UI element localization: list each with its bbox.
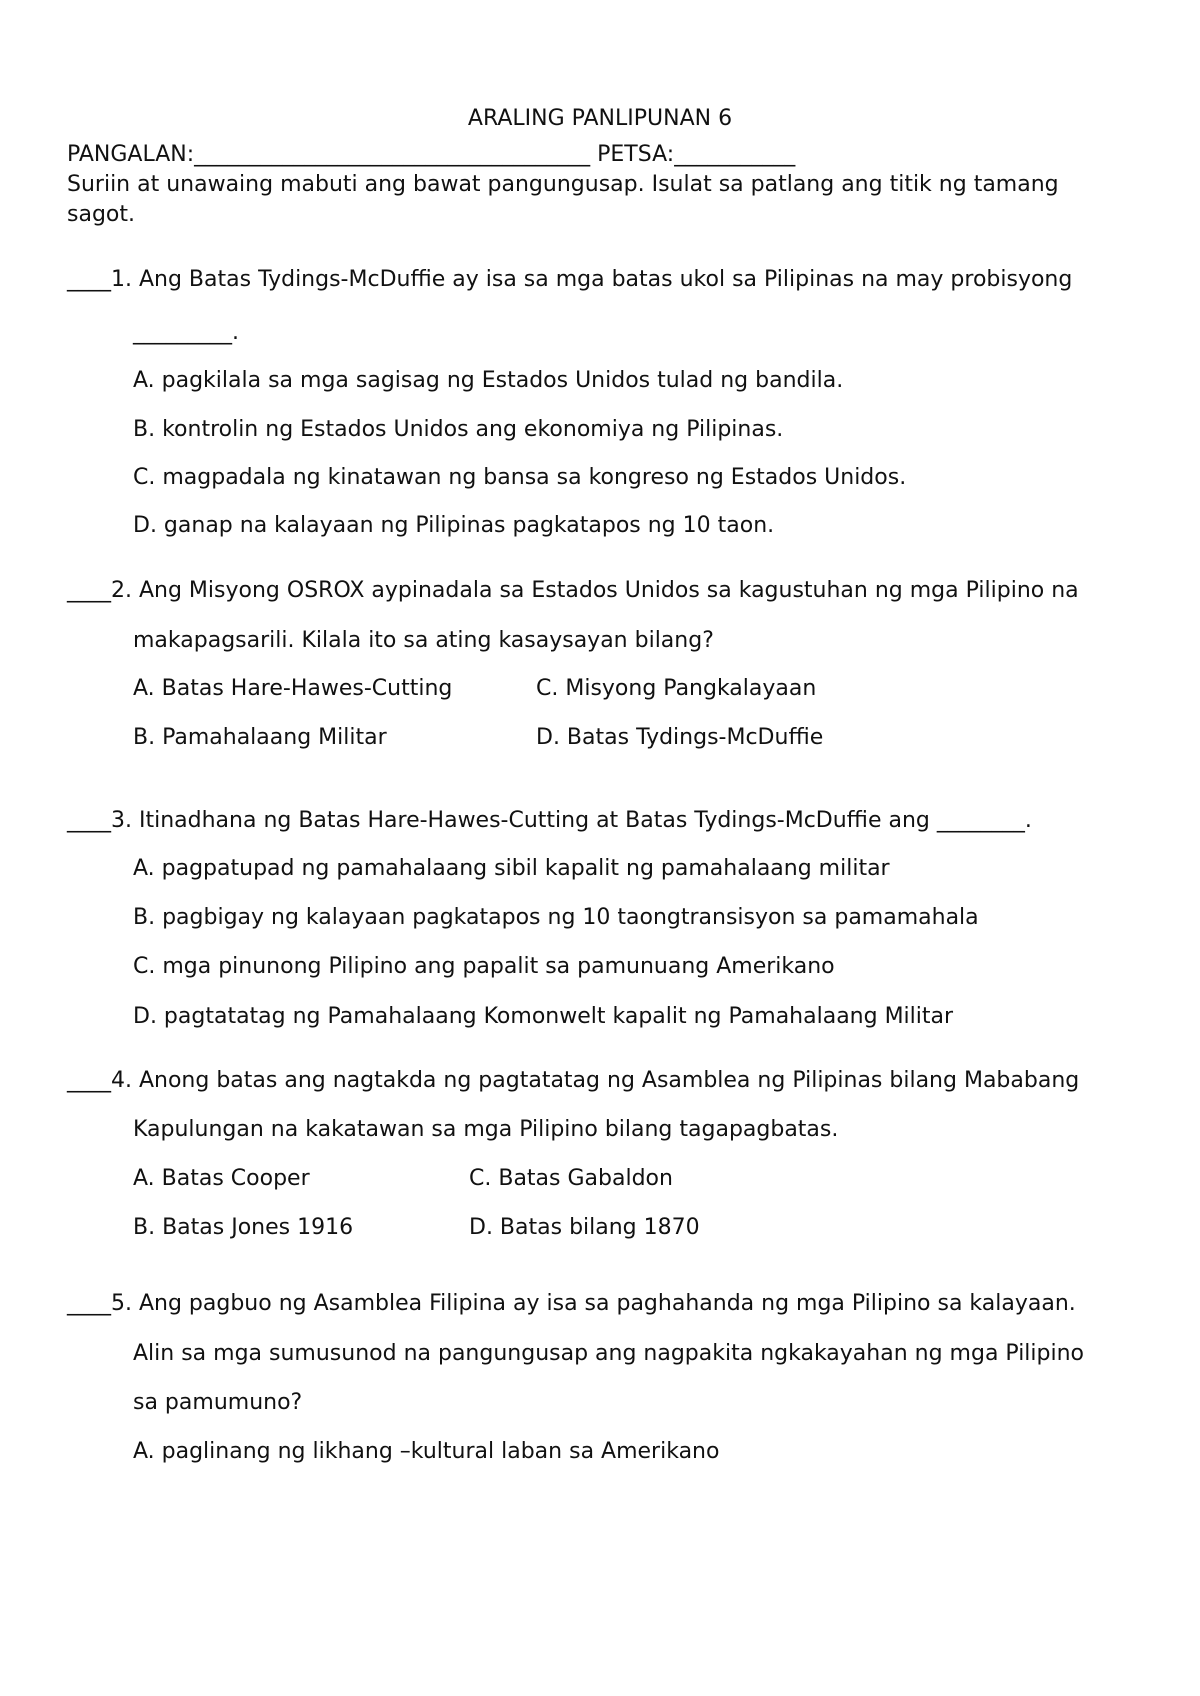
question-stem: ____5. Ang pagbuo ng Asamblea Filipina ay isa sa paghahanda ng mga Pilipino sa kalayaan. <box>67 1291 1076 1316</box>
instruction-text-cont: sagot. <box>67 202 135 227</box>
option-d: D. pagtatatag ng Pamahalaang Komonwelt kapalit ng Pamahalaang Militar <box>133 1004 954 1029</box>
page-title: ARALING PANLIPUNAN 6 <box>467 106 733 131</box>
option-d: D. ganap na kalayaan ng Pilipinas pagkatapos ng 10 taon. <box>133 513 775 538</box>
option-a: A. paglinang ng likhang –kultural laban sa Amerikano <box>133 1439 720 1464</box>
question-stem: ____1. Ang Batas Tydings-McDuffie ay isa sa mga batas ukol sa Pilipinas na may probisyong <box>67 267 1073 292</box>
option-a: A. pagkilala sa mga sagisag ng Estados Unidos tulad ng bandila. <box>133 368 844 393</box>
option-d: D. Batas Tydings-McDuffie <box>536 725 824 750</box>
question-stem-cont: Kapulungan na kakatawan sa mga Pilipino bilang tagapagbatas. <box>133 1117 839 1142</box>
question-stem: ____3. Itinadhana ng Batas Hare-Hawes-Cutting at Batas Tydings-McDuffie ang ________. <box>67 808 1032 833</box>
question-stem: ____4. Anong batas ang nagtakda ng pagtatatag ng Asamblea ng Pilipinas bilang Mababang <box>67 1068 1080 1093</box>
option-b: B. Batas Jones 1916 <box>133 1215 354 1240</box>
option-b: B. Pamahalaang Militar <box>133 725 387 750</box>
option-b: B. pagbigay ng kalayaan pagkatapos ng 10 taongtransisyon sa pamamahala <box>133 905 979 930</box>
question-stem-cont: Alin sa mga sumusunod na pangungusap ang nagpakita ngkakayahan ng mga Pilipino <box>133 1341 1085 1366</box>
question-stem: ____2. Ang Misyong OSROX aypinadala sa Estados Unidos sa kagustuhan ng mga Pilipino na <box>67 578 1079 603</box>
name-date-line: PANGALAN:____________________________________ PETSA:___________ <box>67 142 796 167</box>
option-b: B. kontrolin ng Estados Unidos ang ekonomiya ng Pilipinas. <box>133 417 784 442</box>
option-c: C. Misyong Pangkalayaan <box>536 676 817 701</box>
option-a: A. Batas Cooper <box>133 1166 310 1191</box>
question-stem-cont: makapagsarili. Kilala ito sa ating kasaysayan bilang? <box>133 628 714 653</box>
option-a: A. pagpatupad ng pamahalaang sibil kapalit ng pamahalaang militar <box>133 856 890 881</box>
question-stem-cont: _________. <box>133 320 239 345</box>
option-a: A. Batas Hare-Hawes-Cutting <box>133 676 453 701</box>
option-c: C. Batas Gabaldon <box>469 1166 673 1191</box>
option-c: C. magpadala ng kinatawan ng bansa sa kongreso ng Estados Unidos. <box>133 465 907 490</box>
option-d: D. Batas bilang 1870 <box>469 1215 700 1240</box>
question-stem-cont-2: sa pamumuno? <box>133 1390 303 1415</box>
option-c: C. mga pinunong Pilipino ang papalit sa pamunuang Amerikano <box>133 954 835 979</box>
instruction-text: Suriin at unawaing mabuti ang bawat pangungusap. Isulat sa patlang ang titik ng tamang <box>67 172 1059 197</box>
